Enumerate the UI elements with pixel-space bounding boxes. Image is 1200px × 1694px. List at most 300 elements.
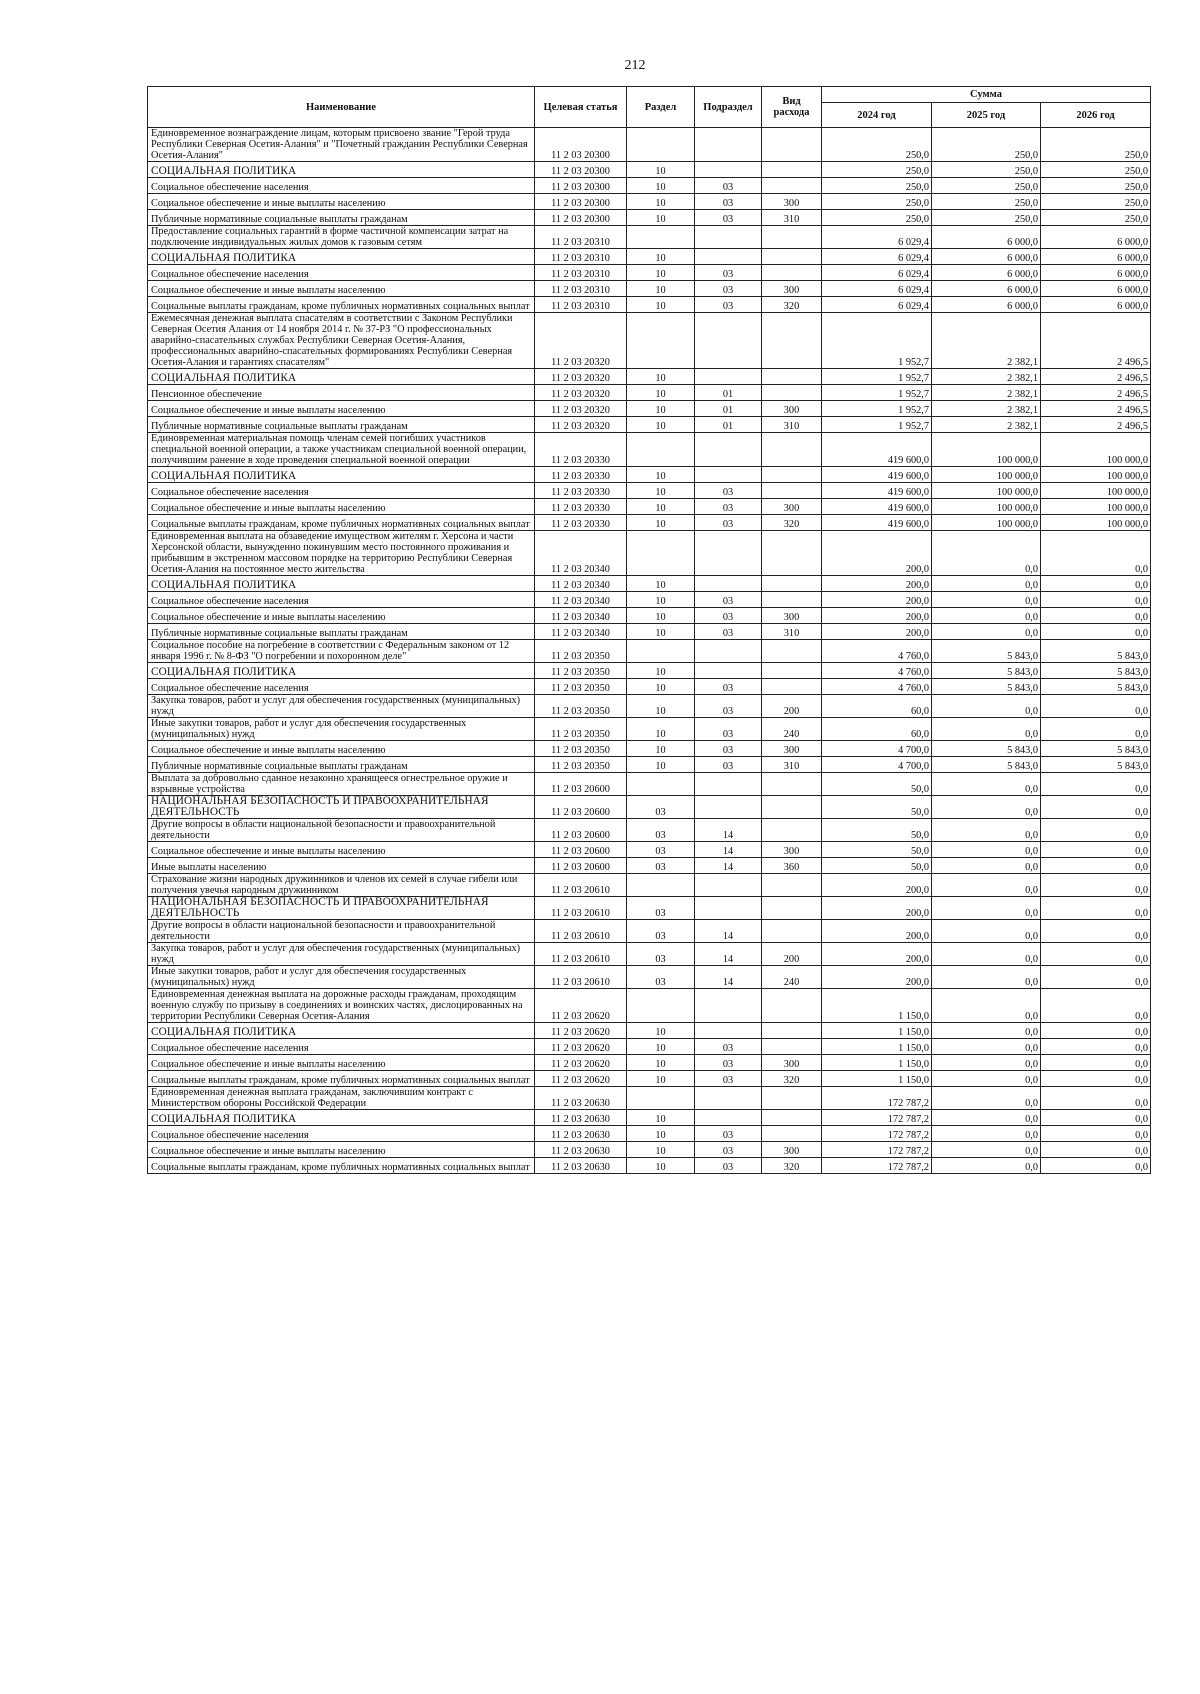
expense-type-cell xyxy=(762,920,822,943)
subsection-cell: 03 xyxy=(695,1126,762,1142)
amount-2025-cell: 250,0 xyxy=(932,210,1041,226)
expense-type-cell: 300 xyxy=(762,608,822,624)
name-cell: СОЦИАЛЬНАЯ ПОЛИТИКА xyxy=(148,663,535,679)
table-row xyxy=(148,1023,1151,1039)
expense-type-cell xyxy=(762,162,822,178)
table-row xyxy=(148,624,1151,640)
section-cell xyxy=(627,226,695,249)
section-cell: 10 xyxy=(627,297,695,313)
expense-type-cell: 360 xyxy=(762,858,822,874)
amount-2024-cell: 50,0 xyxy=(822,858,932,874)
amount-2025-cell: 0,0 xyxy=(932,773,1041,796)
target-cell: 11 2 03 20630 xyxy=(535,1087,627,1110)
table-row xyxy=(148,162,1151,178)
subsection-cell: 01 xyxy=(695,385,762,401)
amount-2024-cell: 4 760,0 xyxy=(822,640,932,663)
subsection-cell: 14 xyxy=(695,966,762,989)
header-name: Наименование xyxy=(148,87,535,128)
expense-type-cell xyxy=(762,467,822,483)
amount-2025-cell: 2 382,1 xyxy=(932,313,1041,369)
name-cell: СОЦИАЛЬНАЯ ПОЛИТИКА xyxy=(148,1023,535,1039)
amount-2024-cell: 200,0 xyxy=(822,897,932,920)
subsection-cell xyxy=(695,1110,762,1126)
subsection-cell: 03 xyxy=(695,741,762,757)
table-row xyxy=(148,1087,1151,1110)
amount-2026-cell: 6 000,0 xyxy=(1041,226,1151,249)
expense-type-cell xyxy=(762,874,822,897)
amount-2024-cell: 6 029,4 xyxy=(822,226,932,249)
subsection-cell xyxy=(695,1087,762,1110)
amount-2024-cell: 172 787,2 xyxy=(822,1158,932,1174)
target-cell: 11 2 03 20300 xyxy=(535,194,627,210)
expense-type-cell xyxy=(762,1039,822,1055)
target-cell: 11 2 03 20600 xyxy=(535,858,627,874)
expense-type-cell: 300 xyxy=(762,281,822,297)
section-cell: 10 xyxy=(627,162,695,178)
amount-2026-cell: 0,0 xyxy=(1041,695,1151,718)
table-row xyxy=(148,417,1151,433)
name-cell: Публичные нормативные социальные выплаты гражданам xyxy=(148,417,535,433)
target-cell: 11 2 03 20340 xyxy=(535,592,627,608)
amount-2024-cell: 4 760,0 xyxy=(822,679,932,695)
expense-type-cell xyxy=(762,226,822,249)
amount-2026-cell: 0,0 xyxy=(1041,874,1151,897)
target-cell: 11 2 03 20600 xyxy=(535,842,627,858)
amount-2024-cell: 250,0 xyxy=(822,162,932,178)
amount-2025-cell: 250,0 xyxy=(932,162,1041,178)
name-cell: Социальное обеспечение и иные выплаты населению xyxy=(148,1142,535,1158)
table-row xyxy=(148,920,1151,943)
subsection-cell xyxy=(695,162,762,178)
name-cell: Иные закупки товаров, работ и услуг для обеспечения государственных (муниципальных) нужд xyxy=(148,718,535,741)
table-row xyxy=(148,128,1151,162)
expense-type-cell xyxy=(762,679,822,695)
amount-2026-cell: 0,0 xyxy=(1041,608,1151,624)
expense-type-cell xyxy=(762,592,822,608)
table-row xyxy=(148,874,1151,897)
target-cell: 11 2 03 20610 xyxy=(535,897,627,920)
amount-2024-cell: 419 600,0 xyxy=(822,499,932,515)
amount-2024-cell: 200,0 xyxy=(822,624,932,640)
expense-type-cell: 300 xyxy=(762,842,822,858)
subsection-cell: 03 xyxy=(695,178,762,194)
name-cell: Социальное пособие на погребение в соответствии с Федеральным законом от 12 января 1996 г. № 8-ФЗ "О погребении и похоронном деле" xyxy=(148,640,535,663)
table-row xyxy=(148,313,1151,369)
section-cell xyxy=(627,433,695,467)
subsection-cell xyxy=(695,128,762,162)
page-number: 212 xyxy=(624,58,646,73)
amount-2024-cell: 1 952,7 xyxy=(822,401,932,417)
name-cell: СОЦИАЛЬНАЯ ПОЛИТИКА xyxy=(148,1110,535,1126)
amount-2024-cell: 1 952,7 xyxy=(822,385,932,401)
section-cell: 10 xyxy=(627,1071,695,1087)
expense-type-cell: 320 xyxy=(762,297,822,313)
amount-2025-cell: 100 000,0 xyxy=(932,499,1041,515)
name-cell: Социальное обеспечение населения xyxy=(148,483,535,499)
section-cell: 10 xyxy=(627,401,695,417)
amount-2026-cell: 0,0 xyxy=(1041,920,1151,943)
section-cell: 03 xyxy=(627,796,695,819)
amount-2025-cell: 0,0 xyxy=(932,592,1041,608)
amount-2025-cell: 6 000,0 xyxy=(932,226,1041,249)
amount-2026-cell: 0,0 xyxy=(1041,718,1151,741)
section-cell: 10 xyxy=(627,499,695,515)
header-section: Раздел xyxy=(627,87,695,128)
amount-2024-cell: 250,0 xyxy=(822,178,932,194)
section-cell: 10 xyxy=(627,265,695,281)
name-cell: Социальное обеспечение и иные выплаты населению xyxy=(148,401,535,417)
subsection-cell xyxy=(695,1023,762,1039)
amount-2026-cell: 0,0 xyxy=(1041,989,1151,1023)
amount-2024-cell: 200,0 xyxy=(822,966,932,989)
expense-type-cell: 320 xyxy=(762,515,822,531)
expense-type-cell: 300 xyxy=(762,194,822,210)
amount-2025-cell: 0,0 xyxy=(932,819,1041,842)
section-cell: 03 xyxy=(627,897,695,920)
name-cell: Единовременное вознаграждение лицам, которым присвоено звание "Герой труда Республики Северная Осетия-Алания" и "Почетный гражданин Республики Северная Осетия-Алания" xyxy=(148,128,535,162)
amount-2024-cell: 50,0 xyxy=(822,773,932,796)
amount-2025-cell: 2 382,1 xyxy=(932,417,1041,433)
subsection-cell xyxy=(695,531,762,576)
amount-2026-cell: 0,0 xyxy=(1041,858,1151,874)
expense-type-cell: 300 xyxy=(762,1055,822,1071)
amount-2026-cell: 0,0 xyxy=(1041,1126,1151,1142)
expense-type-cell xyxy=(762,640,822,663)
expense-type-cell xyxy=(762,385,822,401)
amount-2026-cell: 0,0 xyxy=(1041,1158,1151,1174)
subsection-cell: 03 xyxy=(695,281,762,297)
section-cell xyxy=(627,531,695,576)
amount-2024-cell: 172 787,2 xyxy=(822,1110,932,1126)
amount-2025-cell: 0,0 xyxy=(932,966,1041,989)
section-cell xyxy=(627,989,695,1023)
subsection-cell: 03 xyxy=(695,679,762,695)
target-cell: 11 2 03 20320 xyxy=(535,313,627,369)
section-cell: 10 xyxy=(627,369,695,385)
amount-2026-cell: 0,0 xyxy=(1041,1087,1151,1110)
amount-2024-cell: 4 700,0 xyxy=(822,757,932,773)
section-cell: 03 xyxy=(627,966,695,989)
target-cell: 11 2 03 20630 xyxy=(535,1110,627,1126)
section-cell: 10 xyxy=(627,483,695,499)
target-cell: 11 2 03 20350 xyxy=(535,695,627,718)
amount-2025-cell: 0,0 xyxy=(932,1110,1041,1126)
subsection-cell xyxy=(695,467,762,483)
subsection-cell xyxy=(695,433,762,467)
subsection-cell: 03 xyxy=(695,757,762,773)
amount-2024-cell: 6 029,4 xyxy=(822,281,932,297)
target-cell: 11 2 03 20620 xyxy=(535,1023,627,1039)
amount-2025-cell: 5 843,0 xyxy=(932,741,1041,757)
table-row xyxy=(148,178,1151,194)
target-cell: 11 2 03 20620 xyxy=(535,1071,627,1087)
subsection-cell: 03 xyxy=(695,1039,762,1055)
section-cell xyxy=(627,313,695,369)
section-cell: 10 xyxy=(627,249,695,265)
amount-2025-cell: 5 843,0 xyxy=(932,663,1041,679)
amount-2025-cell: 0,0 xyxy=(932,989,1041,1023)
section-cell: 03 xyxy=(627,858,695,874)
amount-2024-cell: 200,0 xyxy=(822,531,932,576)
name-cell: Социальное обеспечение населения xyxy=(148,679,535,695)
section-cell xyxy=(627,128,695,162)
amount-2026-cell: 5 843,0 xyxy=(1041,640,1151,663)
name-cell: Публичные нормативные социальные выплаты гражданам xyxy=(148,757,535,773)
amount-2025-cell: 100 000,0 xyxy=(932,433,1041,467)
section-cell: 10 xyxy=(627,1110,695,1126)
target-cell: 11 2 03 20630 xyxy=(535,1158,627,1174)
table-row xyxy=(148,531,1151,576)
amount-2026-cell: 0,0 xyxy=(1041,624,1151,640)
table-row xyxy=(148,1055,1151,1071)
name-cell: Социальное обеспечение населения xyxy=(148,1126,535,1142)
table-row xyxy=(148,249,1151,265)
amount-2024-cell: 50,0 xyxy=(822,819,932,842)
expense-type-cell: 240 xyxy=(762,966,822,989)
table-row xyxy=(148,210,1151,226)
amount-2026-cell: 0,0 xyxy=(1041,1071,1151,1087)
amount-2026-cell: 0,0 xyxy=(1041,1110,1151,1126)
name-cell: Единовременная материальная помощь членам семей погибших участников специальной военной операции, а также участникам специальной военной операции, получившим ранение в ходе проведения специальной военной операции xyxy=(148,433,535,467)
subsection-cell xyxy=(695,369,762,385)
target-cell: 11 2 03 20340 xyxy=(535,608,627,624)
target-cell: 11 2 03 20600 xyxy=(535,819,627,842)
name-cell: Социальное обеспечение и иные выплаты населению xyxy=(148,194,535,210)
subsection-cell: 14 xyxy=(695,842,762,858)
amount-2025-cell: 0,0 xyxy=(932,874,1041,897)
amount-2026-cell: 0,0 xyxy=(1041,897,1151,920)
amount-2026-cell: 0,0 xyxy=(1041,819,1151,842)
table-row xyxy=(148,467,1151,483)
target-cell: 11 2 03 20310 xyxy=(535,249,627,265)
section-cell: 03 xyxy=(627,943,695,966)
section-cell xyxy=(627,1087,695,1110)
section-cell xyxy=(627,640,695,663)
amount-2024-cell: 1 952,7 xyxy=(822,369,932,385)
target-cell: 11 2 03 20300 xyxy=(535,128,627,162)
section-cell: 10 xyxy=(627,576,695,592)
target-cell: 11 2 03 20320 xyxy=(535,385,627,401)
expense-type-cell: 200 xyxy=(762,695,822,718)
expense-type-cell: 300 xyxy=(762,401,822,417)
subsection-cell: 01 xyxy=(695,417,762,433)
amount-2026-cell: 2 496,5 xyxy=(1041,369,1151,385)
amount-2025-cell: 6 000,0 xyxy=(932,281,1041,297)
table-row xyxy=(148,1158,1151,1174)
amount-2024-cell: 6 029,4 xyxy=(822,265,932,281)
section-cell xyxy=(627,874,695,897)
amount-2024-cell: 172 787,2 xyxy=(822,1142,932,1158)
section-cell xyxy=(627,773,695,796)
table-row xyxy=(148,897,1151,920)
table-row xyxy=(148,1071,1151,1087)
amount-2026-cell: 6 000,0 xyxy=(1041,249,1151,265)
table-body xyxy=(148,128,1151,1174)
expense-type-cell xyxy=(762,773,822,796)
name-cell: Единовременная денежная выплата на дорожные расходы гражданам, проходящим военную службу по призыву в соединениях и воинских частях, дислоцированных на территории Республики Северная Осетия-Алания xyxy=(148,989,535,1023)
target-cell: 11 2 03 20300 xyxy=(535,210,627,226)
name-cell: СОЦИАЛЬНАЯ ПОЛИТИКА xyxy=(148,576,535,592)
amount-2025-cell: 6 000,0 xyxy=(932,249,1041,265)
amount-2025-cell: 0,0 xyxy=(932,1055,1041,1071)
section-cell: 10 xyxy=(627,467,695,483)
subsection-cell: 14 xyxy=(695,943,762,966)
expense-type-cell xyxy=(762,1110,822,1126)
table-row xyxy=(148,1142,1151,1158)
target-cell: 11 2 03 20350 xyxy=(535,718,627,741)
target-cell: 11 2 03 20340 xyxy=(535,624,627,640)
section-cell: 10 xyxy=(627,281,695,297)
table-row xyxy=(148,592,1151,608)
target-cell: 11 2 03 20300 xyxy=(535,178,627,194)
budget-table xyxy=(147,86,1151,1174)
amount-2025-cell: 2 382,1 xyxy=(932,369,1041,385)
amount-2024-cell: 1 150,0 xyxy=(822,1023,932,1039)
amount-2024-cell: 419 600,0 xyxy=(822,483,932,499)
table-row xyxy=(148,943,1151,966)
target-cell: 11 2 03 20310 xyxy=(535,226,627,249)
target-cell: 11 2 03 20310 xyxy=(535,281,627,297)
expense-type-cell xyxy=(762,313,822,369)
amount-2024-cell: 1 952,7 xyxy=(822,313,932,369)
section-cell: 10 xyxy=(627,718,695,741)
section-cell: 10 xyxy=(627,741,695,757)
expense-type-cell: 200 xyxy=(762,943,822,966)
name-cell: Социальное обеспечение и иные выплаты населению xyxy=(148,842,535,858)
target-cell: 11 2 03 20330 xyxy=(535,467,627,483)
amount-2024-cell: 1 150,0 xyxy=(822,1055,932,1071)
expense-type-cell xyxy=(762,663,822,679)
target-cell: 11 2 03 20330 xyxy=(535,483,627,499)
table-row xyxy=(148,226,1151,249)
name-cell: СОЦИАЛЬНАЯ ПОЛИТИКА xyxy=(148,467,535,483)
header-year-2025: 2025 год xyxy=(932,103,1041,128)
name-cell: Предоставление социальных гарантий в форме частичной компенсации затрат на подключение индивидуальных жилых домов к газовым сетям xyxy=(148,226,535,249)
amount-2025-cell: 0,0 xyxy=(932,1087,1041,1110)
table-row xyxy=(148,385,1151,401)
amount-2024-cell: 1 952,7 xyxy=(822,417,932,433)
table-row xyxy=(148,281,1151,297)
amount-2024-cell: 200,0 xyxy=(822,608,932,624)
amount-2024-cell: 200,0 xyxy=(822,576,932,592)
amount-2026-cell: 0,0 xyxy=(1041,842,1151,858)
name-cell: Социальное обеспечение населения xyxy=(148,265,535,281)
subsection-cell: 03 xyxy=(695,695,762,718)
amount-2025-cell: 5 843,0 xyxy=(932,679,1041,695)
amount-2026-cell: 6 000,0 xyxy=(1041,265,1151,281)
amount-2024-cell: 4 700,0 xyxy=(822,741,932,757)
target-cell: 11 2 03 20320 xyxy=(535,417,627,433)
section-cell: 10 xyxy=(627,592,695,608)
amount-2026-cell: 100 000,0 xyxy=(1041,499,1151,515)
target-cell: 11 2 03 20310 xyxy=(535,297,627,313)
expense-type-cell xyxy=(762,897,822,920)
target-cell: 11 2 03 20630 xyxy=(535,1126,627,1142)
expense-type-cell: 310 xyxy=(762,417,822,433)
subsection-cell xyxy=(695,989,762,1023)
name-cell: Публичные нормативные социальные выплаты гражданам xyxy=(148,624,535,640)
amount-2025-cell: 0,0 xyxy=(932,943,1041,966)
target-cell: 11 2 03 20330 xyxy=(535,433,627,467)
table-row xyxy=(148,401,1151,417)
amount-2026-cell: 0,0 xyxy=(1041,1142,1151,1158)
target-cell: 11 2 03 20350 xyxy=(535,757,627,773)
amount-2024-cell: 4 760,0 xyxy=(822,663,932,679)
amount-2025-cell: 0,0 xyxy=(932,796,1041,819)
header-year-2026: 2026 год xyxy=(1041,103,1151,128)
subsection-cell: 03 xyxy=(695,718,762,741)
name-cell: Социальное обеспечение и иные выплаты населению xyxy=(148,1055,535,1071)
table-row xyxy=(148,718,1151,741)
table-row xyxy=(148,1110,1151,1126)
amount-2026-cell: 0,0 xyxy=(1041,576,1151,592)
table-row xyxy=(148,966,1151,989)
amount-2026-cell: 2 496,5 xyxy=(1041,417,1151,433)
amount-2024-cell: 1 150,0 xyxy=(822,1039,932,1055)
amount-2026-cell: 5 843,0 xyxy=(1041,679,1151,695)
subsection-cell xyxy=(695,796,762,819)
amount-2025-cell: 100 000,0 xyxy=(932,483,1041,499)
amount-2026-cell: 250,0 xyxy=(1041,162,1151,178)
expense-type-cell xyxy=(762,1023,822,1039)
name-cell: СОЦИАЛЬНАЯ ПОЛИТИКА xyxy=(148,249,535,265)
name-cell: Пенсионное обеспечение xyxy=(148,385,535,401)
target-cell: 11 2 03 20350 xyxy=(535,663,627,679)
expense-type-cell xyxy=(762,128,822,162)
amount-2025-cell: 6 000,0 xyxy=(932,265,1041,281)
amount-2025-cell: 0,0 xyxy=(932,531,1041,576)
amount-2024-cell: 419 600,0 xyxy=(822,515,932,531)
table-row xyxy=(148,499,1151,515)
amount-2025-cell: 0,0 xyxy=(932,842,1041,858)
target-cell: 11 2 03 20350 xyxy=(535,640,627,663)
name-cell: Закупка товаров, работ и услуг для обеспечения государственных (муниципальных) нужд xyxy=(148,943,535,966)
section-cell: 10 xyxy=(627,515,695,531)
amount-2025-cell: 2 382,1 xyxy=(932,385,1041,401)
amount-2025-cell: 0,0 xyxy=(932,1039,1041,1055)
amount-2025-cell: 0,0 xyxy=(932,608,1041,624)
name-cell: Социальное обеспечение населения xyxy=(148,1039,535,1055)
target-cell: 11 2 03 20600 xyxy=(535,796,627,819)
expense-type-cell xyxy=(762,1126,822,1142)
subsection-cell: 01 xyxy=(695,401,762,417)
amount-2025-cell: 5 843,0 xyxy=(932,757,1041,773)
name-cell: НАЦИОНАЛЬНАЯ БЕЗОПАСНОСТЬ И ПРАВООХРАНИТЕЛЬНАЯ ДЕЯТЕЛЬНОСТЬ xyxy=(148,897,535,920)
table-row xyxy=(148,640,1151,663)
amount-2024-cell: 172 787,2 xyxy=(822,1126,932,1142)
amount-2026-cell: 250,0 xyxy=(1041,128,1151,162)
target-cell: 11 2 03 20350 xyxy=(535,741,627,757)
amount-2024-cell: 60,0 xyxy=(822,695,932,718)
name-cell: Страхование жизни народных дружинников и членов их семей в случае гибели или получения увечья народным дружинником xyxy=(148,874,535,897)
expense-type-cell xyxy=(762,369,822,385)
amount-2025-cell: 0,0 xyxy=(932,858,1041,874)
table-row xyxy=(148,796,1151,819)
expense-type-cell xyxy=(762,531,822,576)
amount-2026-cell: 0,0 xyxy=(1041,592,1151,608)
table-row xyxy=(148,858,1151,874)
header-year-2024: 2024 год xyxy=(822,103,932,128)
amount-2024-cell: 200,0 xyxy=(822,943,932,966)
name-cell: Социальные выплаты гражданам, кроме публичных нормативных социальных выплат xyxy=(148,1158,535,1174)
section-cell: 10 xyxy=(627,608,695,624)
section-cell: 10 xyxy=(627,210,695,226)
header-expense-type: Вид расхода xyxy=(762,87,822,128)
amount-2026-cell: 6 000,0 xyxy=(1041,297,1151,313)
table-row xyxy=(148,741,1151,757)
name-cell: Ежемесячная денежная выплата спасателям в соответствии с Законом Республики Северная Осетия Алания от 14 ноября 2014 г. № 37-РЗ "О профессиональных аварийно-спасательных службах Республики Северная Осетия-Алания, профессиональных аварийно-спасательных формированиях Республики Северная Осетия-Алания и гарантиях спасателям" xyxy=(148,313,535,369)
amount-2026-cell: 100 000,0 xyxy=(1041,467,1151,483)
